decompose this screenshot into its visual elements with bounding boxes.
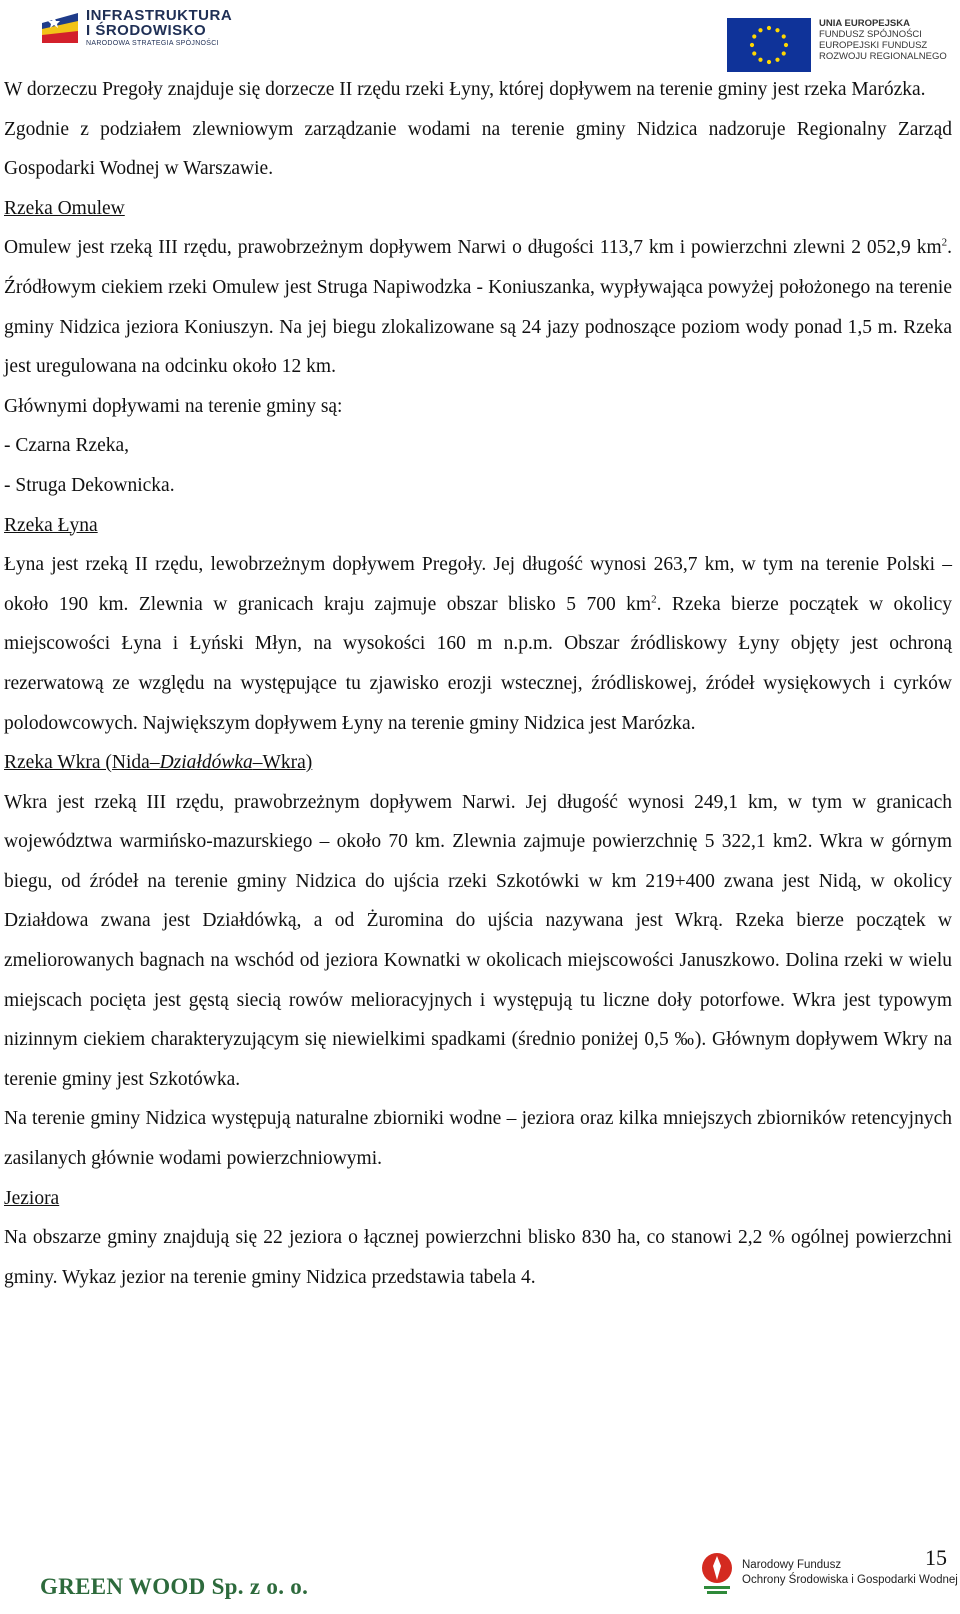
nfos-logo xyxy=(698,1550,958,1596)
lyna-text-a: Łyna jest rzeką II rzędu, lewobrzeżnym dopływem Pregoły. Jej długość wynosi 263,7 km, w tym na terenie Polski – około 190 km. Zlewnia w granicach kraju zajmuje obszar blisko 5 700 km xyxy=(4,554,952,615)
eu-star-icon xyxy=(775,28,779,32)
is-logo-line3: NARODOWA STRATEGIA SPÓJNOŚCI xyxy=(86,40,219,47)
heading-jeziora: Jeziora xyxy=(4,1187,60,1209)
page-number: 15 xyxy=(925,1545,947,1570)
paragraph-jeziora: Na obszarze gminy znajdują się 22 jeziora o łącznej powierzchni blisko 830 ha, co stanowi 2,2 % ogólnej powierzchni gminy. Wykaz jezior na terenie gminy Nidzica przedstawia tabela 4. xyxy=(4,1227,952,1288)
document-body xyxy=(4,70,952,1297)
heading-rzeka-omulew: Rzeka Omulew xyxy=(4,197,125,219)
omulew-superscript: 2 xyxy=(941,236,948,249)
paragraph-zbiorniki: Na terenie gminy Nidzica występują naturalne zbiorniki wodne – jeziora oraz kilka mniejszych zbiorników retencyjnych zasilanych głównie wodami powierzchniowymi. xyxy=(4,1108,952,1170)
lyna-superscript: 2 xyxy=(651,593,657,606)
eu-logo-line2: FUNDUSZ SPÓJNOŚCI xyxy=(819,29,922,40)
is-flag-icon xyxy=(40,9,80,47)
heading-rzeka-lyna: Rzeka Łyna xyxy=(4,514,98,536)
eu-star-icon xyxy=(782,34,786,38)
omulew-text-b: . Źródłowym ciekiem rzeki Omulew jest Struga Napiwodzka - Koniuszanka, wypływająca powyżej położonego na terenie gminy Nidzica jeziora Koniuszyn. Na jej biegu zlokalizowane są 24 jazy podnoszące poziom wody ponad 1,5 m. Rzeka jest uregulowana na odcinku około 12 km. xyxy=(4,237,952,378)
eu-star-icon xyxy=(767,60,771,64)
lyna-text-b: . Rzeka bierze początek w okolicy miejscowości Łyna i Łyński Młyn, na wysokości 160 m n.p.m. Obszar źródliskowy Łyny objęty jest ochroną rezerwatową ze względu na występujące tu zjawisko erozji wstecznej, źródliskowej, źródeł wysiękowych i cyrków polodowcowych. Największym dopływem Łyny na terenie gminy Nidzica jest Marózka. xyxy=(4,593,952,734)
nfos-emblem-icon xyxy=(698,1550,736,1596)
eu-star-icon xyxy=(784,43,788,47)
infrastruktura-srodowisko-logo xyxy=(40,8,232,47)
eu-star-icon xyxy=(767,26,771,30)
paragraph-omulew xyxy=(4,228,952,386)
footer-company-name: GREEN WOOD Sp. z o. o. xyxy=(40,1574,309,1599)
paragraph-wkra: Wkra jest rzeką III rzędu, prawobrzeżnym dopływem Narwi. Jej długość wynosi 249,1 km, w tym w granicach województwa warmińsko-mazurskiego – około 70 km. Zlewnia zajmuje powierzchnię 5 322,1 km2. Wkra w górnym biegu, od źródeł na terenie gminy Nidzica do ujścia rzeki Szkotówki w km 219+400 zwana jest Nidą, w okolicy Działdowa zwana jest Działdówką, a od Żuromina do ujścia nazywana jest Wkrą. Rzeka bierze początek w zmeliorowanych bagnach na wschód od jeziora Kownatki w okolicach miejscowości Januszkowo. Dolina rzeki w wielu miejscach pocięta jest gęstą siecią rowów melioracyjnych i występują tu liczne doły potorfowe. Wkra jest typowym nizinnym ciekiem charakteryzującym się niewielkimi spadkami (średnio poniżej 0,5 ‰). Głównym dopływem Wkry na terenie gminy jest Szkotówka. xyxy=(4,791,952,1090)
nfos-line2: Ochrony Środowiska i Gospodarki Wodnej xyxy=(742,1574,958,1586)
eu-flag-icon xyxy=(727,18,811,72)
paragraph-lyna xyxy=(4,545,952,743)
list-item: - Czarna Rzeka, xyxy=(4,435,130,457)
wkra-heading-a: Rzeka Wkra (Nida– xyxy=(4,752,160,774)
list-item: - Struga Dekownicka. xyxy=(4,474,175,496)
page-header xyxy=(0,0,960,72)
wkra-heading-b: Działdówka xyxy=(159,752,253,774)
is-logo-line2: I ŚRODOWISKO xyxy=(86,22,207,39)
omulew-text-a: Omulew jest rzeką III rzędu, prawobrzeżnym dopływem Narwi o długości 113,7 km i powierzchni zlewni 2 052,9 km xyxy=(4,237,942,259)
paragraph-doplywy: Głównymi dopływami na terenie gminy są: xyxy=(4,395,343,417)
eu-star-icon xyxy=(758,28,762,32)
wkra-heading-c: –Wkra) xyxy=(252,752,313,774)
eu-logo-line4: ROZWOJU REGIONALNEGO xyxy=(819,51,947,62)
eu-star-icon xyxy=(752,51,756,55)
eu-star-icon xyxy=(782,51,786,55)
eu-star-icon xyxy=(750,43,754,47)
is-logo-line1: INFRASTRUKTURA xyxy=(86,7,233,24)
nfos-line1: Narodowy Fundusz xyxy=(742,1559,842,1571)
paragraph-pregola: W dorzeczu Pregoły znajduje się dorzecze II rzędu rzeki Łyny, której dopływem na terenie gminy jest rzeka Marózka. xyxy=(4,79,926,100)
eu-logo-line3: EUROPEJSKI FUNDUSZ xyxy=(819,40,928,51)
eu-star-icon xyxy=(758,58,762,62)
paragraph-zarzadzanie: Zgodnie z podziałem zlewniowym zarządzanie wodami na terenie gminy Nidzica nadzoruje Regionalny Zarząd Gospodarki Wodnej w Warszawie. xyxy=(4,118,952,180)
heading-rzeka-wkra xyxy=(4,743,952,783)
eu-star-icon xyxy=(752,34,756,38)
eu-logo xyxy=(727,18,947,72)
eu-star-icon xyxy=(775,58,779,62)
eu-logo-line1: UNIA EUROPEJSKA xyxy=(819,18,910,29)
